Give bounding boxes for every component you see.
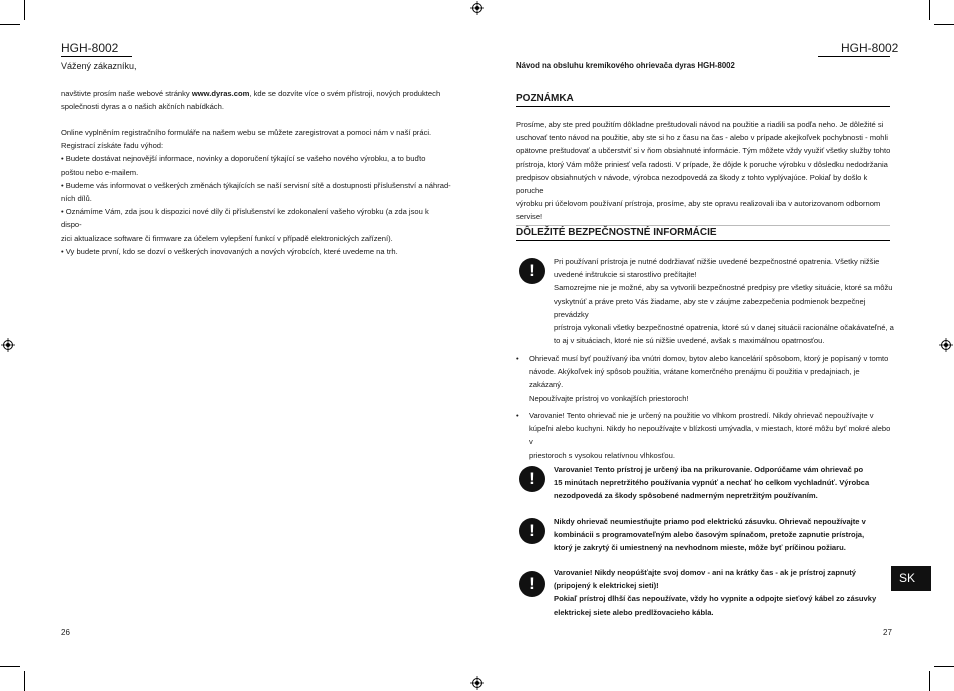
registration-line: Online vyplněním registračního formuláře na našem webu se můžete zaregistrovat a pomoci nám v naší práci. [61,128,432,137]
note-line: opätovne preštudovať a ubčerstviť si v ňom obsiahnuté informácie. Tým môžete vždy využiť všetky služby tohto [516,146,891,156]
bullet-item [529,352,894,405]
warning-line: nezodpovedá za škody spôsobené nadmerným nepretržitým používaním. [554,491,818,501]
note-line: predpisov obsiahnutých v návode, výrobca nezodpovedá za škody z tohto vyplývajúce. Pokiaľ by došlo k poruche [516,172,868,196]
website-link[interactable]: www.dyras.com [191,89,250,98]
warning-line: elektrickej siete alebo predlžovacieho kábla. [554,607,714,617]
page-number: 27 [883,628,892,637]
registration-mark-icon [470,676,484,690]
note-line: prístroja, ktorý Vám môže priniesť veľa radosti. V prípade, že dôjde k poruche výrobku v dôsledku nedodržania [516,159,888,169]
header-rule [818,56,890,57]
document-title: Návod na obsluhu kremíkového ohrievača dyras HGH-8002 [516,61,735,70]
safety-intro-line: Pri používaní prístroja je nutné dodržiavať nižšie uvedené bezpečnostné opatrenia. Všetky nižšie [554,257,880,266]
registration-line: poštou nebo e-mailem. [61,167,139,177]
warning-icon: ! [519,571,545,597]
crop-mark [0,666,20,667]
crop-mark [929,671,930,691]
note-line: uschovať tento návod na použitie, aby ste si ho z času na čas - alebo v prípade akejkoľvek pochybnosti - mohli [516,133,888,143]
safety-intro-line: vyskytnúť a práve preto Vás žiadame, aby ste v záujme zabezpečenia podmienok bezpečnej prevádzky [554,296,866,319]
warning-icon: ! [519,518,545,544]
note-paragraph [516,118,891,224]
registration-line: • Vy budete první, kdo se dozví o veškerých inovovaných a nových výrobcích, které uvedeme na trh. [61,246,398,256]
crop-mark [24,0,25,20]
warning-icon: ! [519,258,545,284]
header-rule [61,56,132,57]
bullet-icon: • [516,411,519,420]
warning-line: Nikdy ohrievač neumiestňujte priamo pod elektrickú zásuvku. Ohrievač nepoužívajte v [554,517,866,526]
registration-line: • Budete dostávat nejnovější informace, novinky a doporučení týkající se vašeho nového výrobku, a to buďto [61,154,426,164]
crop-mark [934,24,954,25]
intro-paragraph [61,87,451,113]
registration-mark-icon [939,338,953,352]
registration-line: • Budeme vás informovat o veškerých změnách týkajících se naší servisní sítě a dostupnosti příslušenství a náhrad- [61,180,451,190]
section-rule [516,240,890,241]
bullet-line: priestoroch s vysokou relatívnou vlhkosťou. [529,450,675,460]
safety-intro-line: uvedené inštrukcie si starostlivo prečítajte! [554,270,697,280]
intro-text: navštivte prosím naše webové stránky [61,89,192,98]
note-line: servise! [516,212,543,222]
section-rule [516,106,890,107]
crop-mark [24,671,25,691]
warning-line: (pripojený k elektrickej sieti)! [554,581,659,591]
registration-line: Registrací získáte řadu výhod: [61,141,164,151]
warning-block [554,566,894,619]
bullet-icon: • [516,354,519,363]
bullet-line: Varovanie! Tento ohrievač nie je určený na použitie vo vlhkom prostredí. Nikdy ohrievač nepoužívajte v [529,411,874,420]
language-tab: SK [891,566,931,591]
warning-block [554,515,894,555]
warning-line: Varovanie! Tento prístroj je určený iba na prikurovanie. Odporúčame vám ohrievač po [554,465,864,474]
registration-mark-icon [470,1,484,15]
safety-heading: DÔLEŽITÉ BEZPEČNOSTNÉ INFORMÁCIE [516,227,717,238]
registration-paragraph [61,126,451,258]
note-line: výrobku pri účelovom používaní prístroja, prosíme, aby ste opravu realizovali iba v autorizovanom odbornom [516,199,881,209]
registration-mark-icon [1,338,15,352]
model-label: HGH-8002 [841,41,899,55]
warning-block [554,463,894,503]
warning-line: 15 minútach nepretržitého používania vypnúť a nechať ho celkom vychladnúť. Výrobca [554,478,870,488]
warning-line: Varovanie! Nikdy neopúšťajte svoj domov - ani na krátky čas - ak je prístroj zapnutý [554,568,856,577]
warning-line: kombinácii s programovateľným alebo časovým spínačom, pretože zapnutie prístroja, [554,530,865,540]
note-line: Prosíme, aby ste pred použitím dôkladne preštudovali návod na použitie a riadili sa podľa neho. Je dôležité si [516,120,884,129]
warning-line: ktorý je zakrytý či umiestnený na nevhodnom mieste, môže byť príčinou požiaru. [554,543,846,553]
safety-intro-line: to aj v situáciach, ktoré nie sú nižšie uvedené, avšak s maximálnou opatrnosťou. [554,336,825,346]
bullet-line: Nepoužívajte prístroj vo vonkajších priestoroch! [529,393,689,403]
registration-line: ních dílů. [61,194,92,204]
registration-line: zici aktualizace software či firmware za účelem vylepšení funkcí v případě elektronických zařízení). [61,233,393,243]
crop-mark [0,24,20,25]
intro-text: , kde se dozvíte více o svém přístroji, nových produktech [249,89,441,98]
bullet-line: kúpeľni alebo kuchyni. Nikdy ho nepoužívajte v blízkosti umývadla, v miestach, ktoré môžu byť mokré alebo v [529,424,891,447]
warning-line: Pokiaľ prístroj dlhší čas nepoužívate, vždy ho vypnite a odpojte sieťový kábel zo zásuvky [554,594,877,604]
warning-icon: ! [519,466,545,492]
crop-mark [934,666,954,667]
intro-text: společnosti dyras a o našich akčních nabídkách. [61,102,224,112]
safety-intro [554,255,894,347]
note-heading: POZNÁMKA [516,93,574,104]
registration-line: • Oznámíme Vám, zda jsou k dispozici nové díly či příslušenství ke zdokonalení vašeho výrobku (a zda jsou k dispo- [61,207,429,230]
crop-mark [929,0,930,20]
model-label: HGH-8002 [61,41,119,55]
bullet-line: návode. Akýkoľvek iný spôsob použitia, vrátane komerčného prenájmu či použitia v predajniach, je zakázaný. [529,367,860,390]
safety-intro-line: Samozrejme nie je možné, aby sa vytvorili bezpečnostné predpisy pre všetky situácie, ktoré sa môžu [554,283,893,293]
bullet-line: Ohrievač musí byť používaný iba vnútri domov, bytov alebo kancelárií spôsobom, ktorý je popísaný v tomto [529,354,889,363]
greeting: Vážený zákazníku, [61,61,137,71]
bullet-item [529,409,894,462]
safety-intro-line: prístroja vykonali všetky bezpečnostné opatrenia, ktoré sú v danej situácii racionálne očakávateľné, a [554,323,894,333]
page-number: 26 [61,628,70,637]
section-rule [516,225,890,226]
